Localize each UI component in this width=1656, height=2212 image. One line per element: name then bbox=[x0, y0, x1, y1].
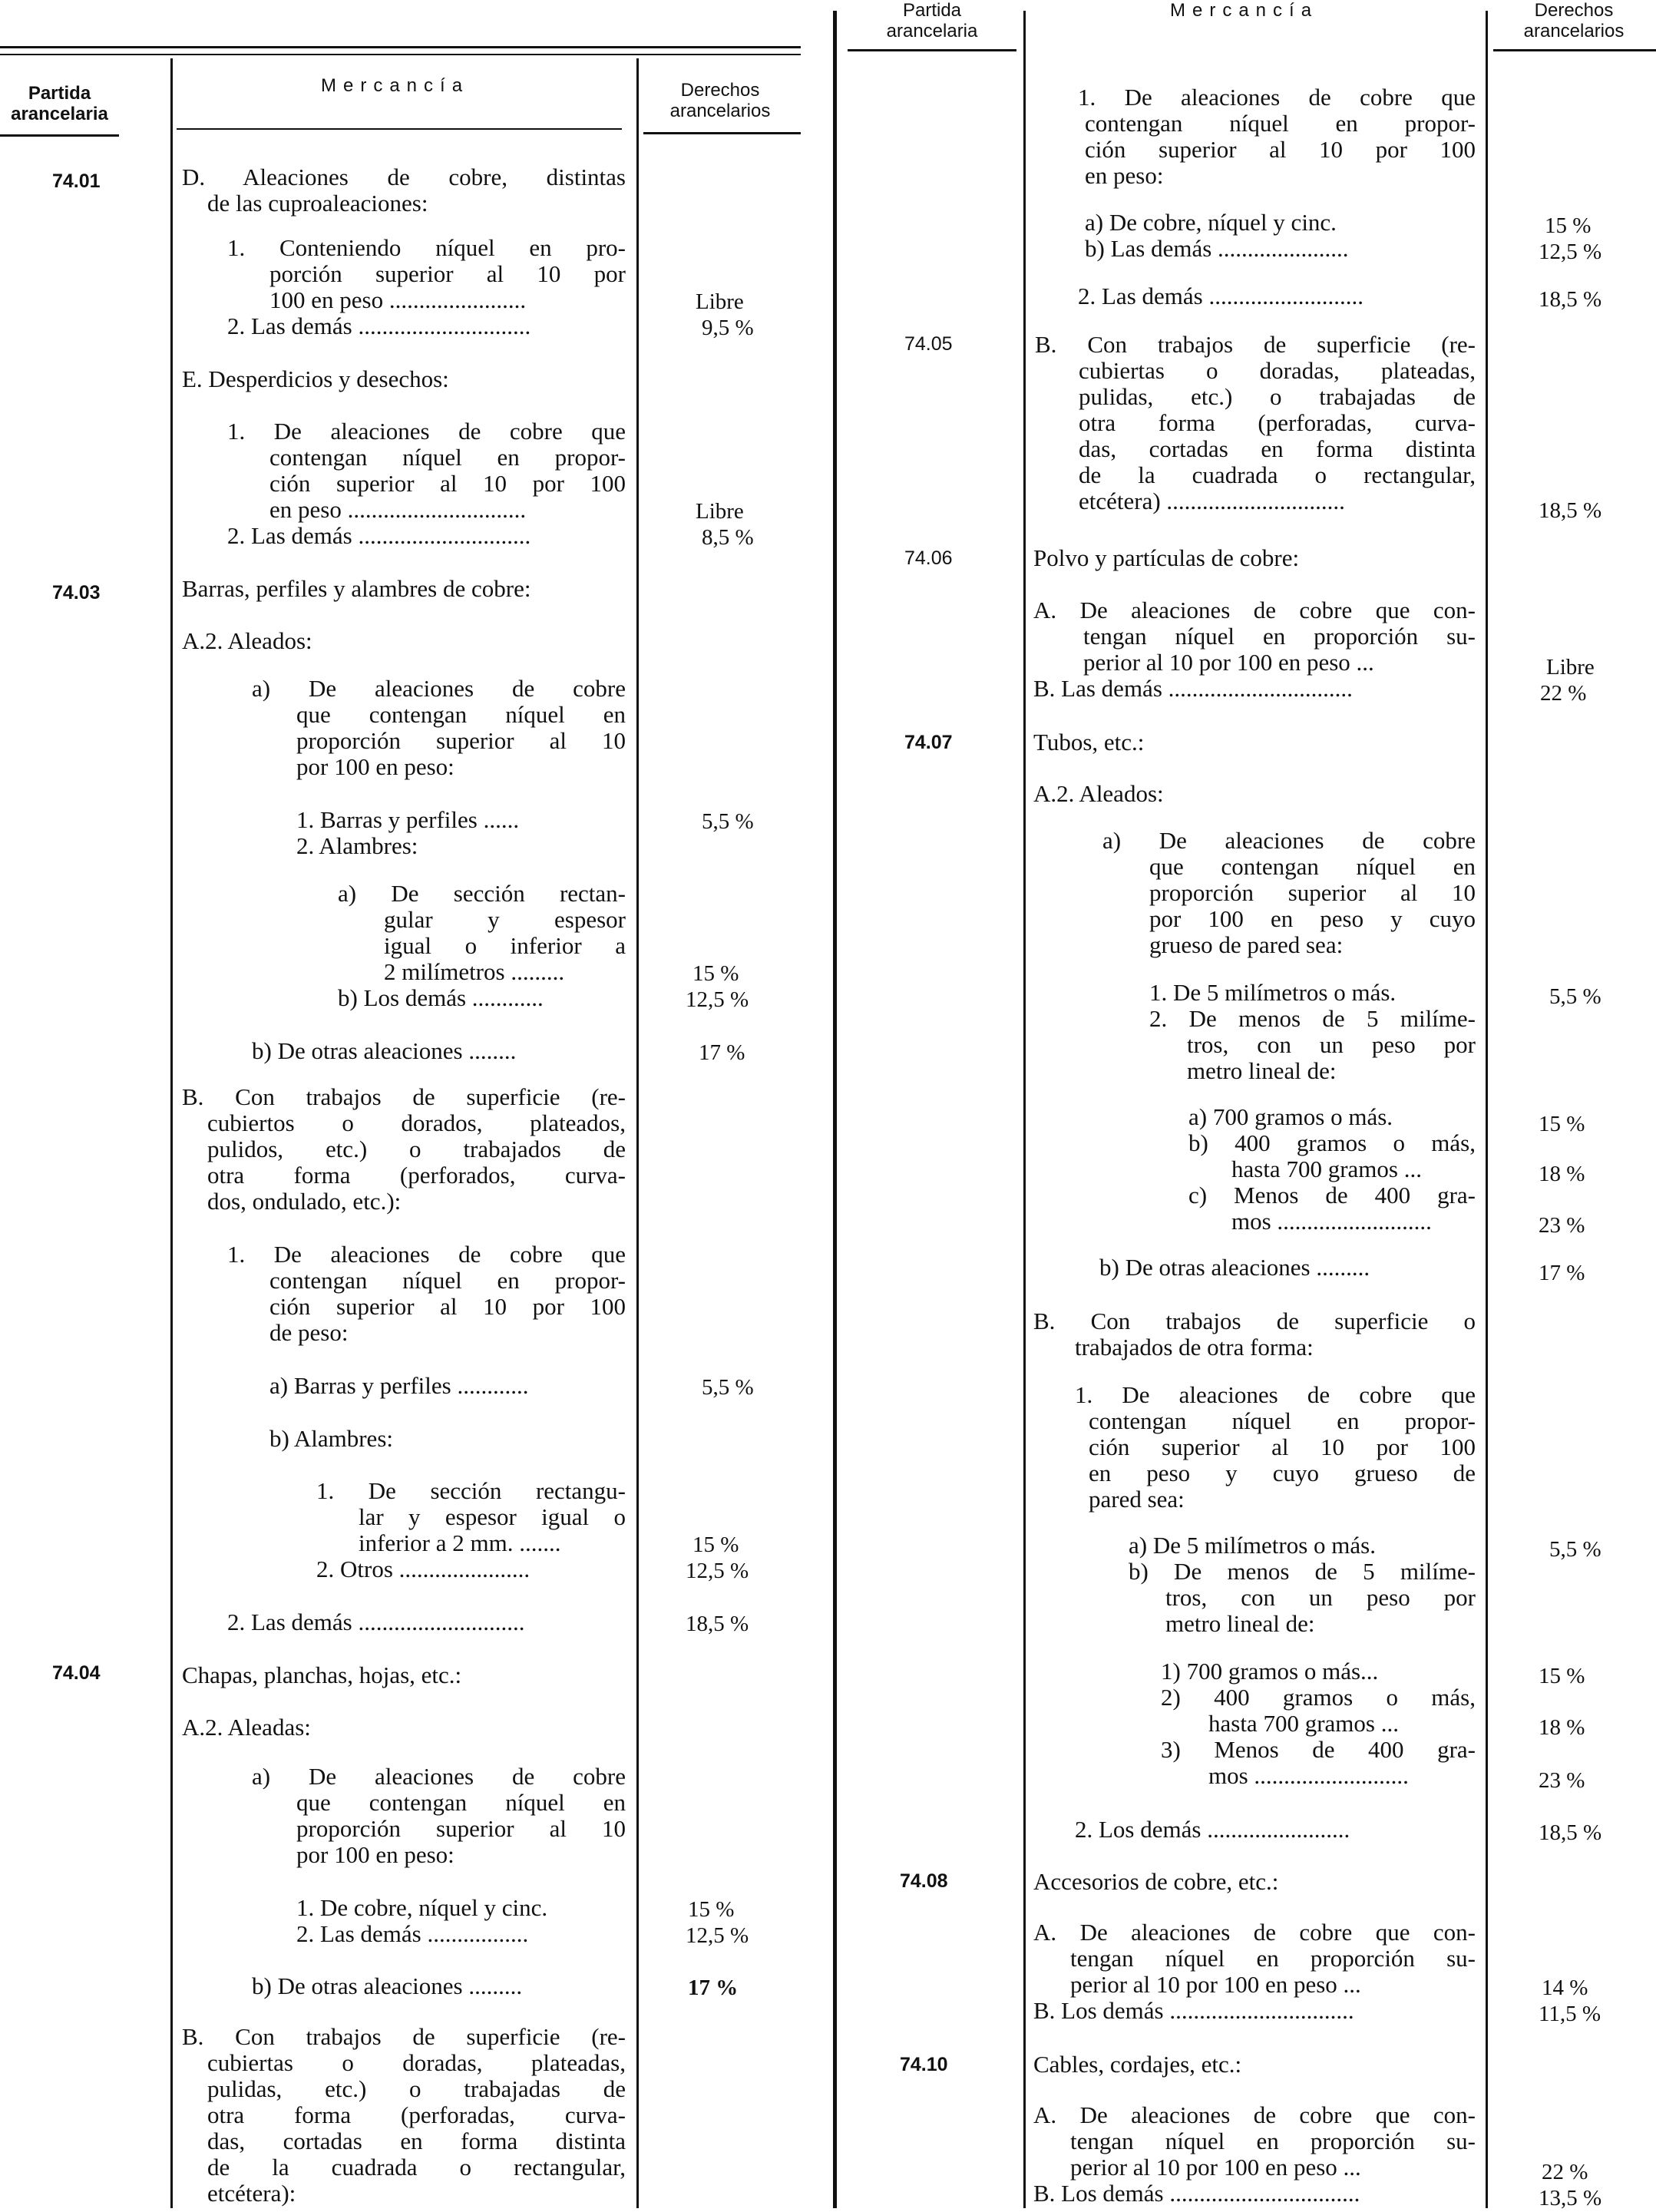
tariff-code: 74.07 bbox=[904, 732, 953, 753]
goods-line: 2. Las demás ............................. bbox=[227, 522, 531, 549]
duty-value: 11,5 % bbox=[1539, 2002, 1601, 2026]
tariff-code: 74.05 bbox=[904, 333, 953, 355]
duty-value: 22 % bbox=[1540, 681, 1587, 706]
goods-line: 1. De aleaciones de cobre que bbox=[1078, 84, 1476, 111]
goods-line: en peso y cuyo grueso de bbox=[1089, 1460, 1476, 1486]
header-rule-derechos bbox=[643, 132, 801, 134]
goods-line: contengan níquel en propor- bbox=[269, 444, 626, 471]
goods-line: Cables, cordajes, etc.: bbox=[1033, 2051, 1242, 2078]
goods-line: mos .......................... bbox=[1231, 1208, 1432, 1235]
goods-line: cubiertas o doradas, plateadas, bbox=[1079, 357, 1476, 384]
top-rule bbox=[0, 46, 801, 48]
goods-line: tengan níquel en proporción su- bbox=[1070, 2128, 1476, 2154]
goods-line: b) 400 gramos o más, bbox=[1188, 1129, 1476, 1156]
goods-line: das, cortadas en forma distinta bbox=[1079, 435, 1476, 462]
goods-line: 1. Conteniendo níquel en pro- bbox=[227, 234, 626, 261]
tariff-code: 74.04 bbox=[52, 1662, 101, 1684]
goods-line: ción superior al 10 por 100 bbox=[1085, 136, 1476, 163]
goods-line: contengan níquel en propor- bbox=[1089, 1407, 1476, 1434]
goods-line: a) De aleaciones de cobre bbox=[252, 1763, 626, 1790]
goods-line: 100 en peso ....................... bbox=[269, 286, 527, 313]
header-rule-derechos-right bbox=[1493, 49, 1656, 51]
goods-line: 1. De aleaciones de cobre que bbox=[1075, 1381, 1476, 1408]
tariff-code: 74.03 bbox=[52, 582, 101, 603]
goods-line: 1) 700 gramos o más... bbox=[1161, 1658, 1379, 1685]
goods-line: 1. De 5 milímetros o más. bbox=[1149, 979, 1397, 1006]
duty-value: 18,5 % bbox=[1539, 498, 1602, 523]
goods-line: por 100 en peso y cuyo bbox=[1149, 905, 1476, 932]
goods-line: A. De aleaciones de cobre que con- bbox=[1033, 597, 1476, 623]
goods-line: otra forma (perforadas, curva- bbox=[1079, 409, 1476, 436]
goods-line: cubiertas o doradas, plateadas, bbox=[207, 2049, 626, 2076]
goods-line: 3) Menos de 400 gra- bbox=[1161, 1736, 1476, 1763]
goods-line: dos, ondulado, etc.): bbox=[207, 1188, 402, 1215]
goods-line: ción superior al 10 por 100 bbox=[269, 470, 626, 497]
duty-value: 15 % bbox=[1539, 1664, 1585, 1688]
goods-line: proporción superior al 10 bbox=[1149, 879, 1476, 906]
goods-line: 2. De menos de 5 milíme- bbox=[1149, 1005, 1476, 1032]
goods-line: B. Las demás ............................... bbox=[1033, 675, 1353, 702]
goods-line: tros, con un peso por bbox=[1165, 1584, 1476, 1611]
duty-value: 18 % bbox=[1539, 1715, 1585, 1740]
goods-line: grueso de pared sea: bbox=[1149, 931, 1344, 958]
header-mercancia: Mercancía bbox=[321, 75, 470, 96]
duty-value: 15 % bbox=[692, 1533, 739, 1557]
goods-line: de peso: bbox=[269, 1319, 349, 1346]
goods-line: gular y espesor bbox=[384, 906, 626, 933]
duty-value: 15 % bbox=[1539, 1112, 1585, 1136]
goods-line: 2. Las demás ............................. bbox=[227, 312, 531, 339]
header-rule-mercancia bbox=[177, 128, 622, 130]
goods-line: hasta 700 gramos ... bbox=[1231, 1156, 1422, 1182]
header-rule-partida-right bbox=[848, 49, 1016, 51]
duty-value: 23 % bbox=[1539, 1213, 1585, 1238]
goods-line: lar y espesor igual o bbox=[359, 1503, 626, 1530]
goods-line: metro lineal de: bbox=[1165, 1610, 1315, 1637]
goods-line: 2. Otros ...................... bbox=[316, 1556, 531, 1582]
column-divider bbox=[1486, 11, 1488, 2208]
goods-line: tengan níquel en proporción su- bbox=[1070, 1945, 1476, 1972]
goods-line: Tubos, etc.: bbox=[1033, 729, 1145, 756]
goods-line: por 100 en peso: bbox=[296, 753, 454, 780]
duty-value: 17 % bbox=[1539, 1261, 1585, 1285]
tariff-code: 74.06 bbox=[904, 547, 953, 569]
goods-line: b) De otras aleaciones ........ bbox=[252, 1037, 517, 1064]
goods-line: otra forma (perforados, curva- bbox=[207, 1162, 626, 1189]
page-divider bbox=[833, 11, 837, 2208]
header-rule-partida bbox=[0, 134, 119, 137]
goods-line: 1. De cobre, níquel y cinc. bbox=[296, 1894, 548, 1921]
goods-line: cubiertos o dorados, plateados, bbox=[207, 1109, 626, 1136]
goods-line: B. Los demás ............................... bbox=[1033, 1997, 1354, 2024]
goods-line: 2 milímetros ......... bbox=[384, 958, 565, 985]
header-partida: Partida arancelaria bbox=[11, 83, 108, 124]
duty-value: 14 % bbox=[1542, 1976, 1588, 2000]
duty-value: 18 % bbox=[1539, 1162, 1585, 1186]
duty-value: 15 % bbox=[1545, 213, 1592, 238]
goods-line: porción superior al 10 por bbox=[269, 260, 626, 287]
goods-line: b) Las demás ...................... bbox=[1085, 235, 1349, 262]
goods-line: que contengan níquel en bbox=[1149, 853, 1476, 880]
goods-line: 1. De aleaciones de cobre que bbox=[227, 1241, 626, 1268]
column-divider bbox=[636, 58, 639, 2208]
goods-line: trabajados de otra forma: bbox=[1075, 1334, 1314, 1361]
duty-value: 5,5 % bbox=[702, 809, 754, 834]
goods-line: hasta 700 gramos ... bbox=[1208, 1710, 1399, 1737]
goods-line: contengan níquel en propor- bbox=[1085, 110, 1476, 137]
goods-line: ción superior al 10 por 100 bbox=[269, 1293, 626, 1320]
goods-line: b) De menos de 5 milíme- bbox=[1129, 1558, 1476, 1585]
goods-line: tros, con un peso por bbox=[1187, 1031, 1476, 1058]
goods-line: otra forma (perforadas, curva- bbox=[207, 2101, 626, 2128]
duty-value: 18,5 % bbox=[686, 1612, 749, 1636]
duty-value: 5,5 % bbox=[1549, 984, 1601, 1009]
duty-value: 8,5 % bbox=[702, 525, 754, 550]
header-partida-right: Partida arancelaria bbox=[886, 0, 978, 41]
duty-value: 18,5 % bbox=[1539, 287, 1602, 312]
goods-line: de las cuproaleaciones: bbox=[207, 190, 428, 217]
duty-value: 17 % bbox=[688, 1976, 739, 2000]
goods-line: 2. Las demás .......................... bbox=[1078, 283, 1363, 309]
goods-line: B. Con trabajos de superficie o bbox=[1033, 1308, 1476, 1334]
goods-line: contengan níquel en propor- bbox=[269, 1267, 626, 1294]
duty-value: Libre bbox=[696, 499, 744, 524]
goods-line: por 100 en peso: bbox=[296, 1841, 454, 1868]
goods-line: de la cuadrada o rectangular, bbox=[1079, 461, 1476, 488]
goods-line: proporción superior al 10 bbox=[296, 727, 626, 754]
goods-line: D. Aleaciones de cobre, distintas bbox=[182, 164, 626, 190]
duty-value: 12,5 % bbox=[686, 1559, 749, 1583]
goods-line: pulidas, etc.) o trabajadas de bbox=[1079, 383, 1476, 410]
goods-line: pulidas, etc.) o trabajadas de bbox=[207, 2075, 626, 2102]
goods-line: igual o inferior a bbox=[384, 932, 626, 959]
goods-line: a) Barras y perfiles ............ bbox=[269, 1372, 529, 1399]
goods-line: en peso: bbox=[1085, 162, 1164, 189]
goods-line: das, cortadas en forma distinta bbox=[207, 2128, 626, 2154]
goods-line: etcétera): bbox=[207, 2180, 296, 2207]
goods-line: 2. Las demás ............................ bbox=[227, 1609, 525, 1635]
goods-line: mos .......................... bbox=[1208, 1762, 1409, 1789]
duty-value: 23 % bbox=[1539, 1768, 1585, 1793]
goods-line: 1. De sección rectangu- bbox=[316, 1477, 626, 1504]
goods-line: 2) 400 gramos o más, bbox=[1161, 1684, 1476, 1711]
goods-line: b) Alambres: bbox=[269, 1425, 393, 1452]
goods-line: A.2. Aleadas: bbox=[182, 1714, 311, 1741]
duty-value: Libre bbox=[696, 289, 744, 314]
duty-value: 5,5 % bbox=[702, 1375, 754, 1400]
goods-line: 2. Los demás ........................ bbox=[1075, 1816, 1350, 1843]
goods-line: Polvo y partículas de cobre: bbox=[1033, 544, 1300, 571]
duty-value: 17 % bbox=[699, 1040, 745, 1065]
goods-line: a) De aleaciones de cobre bbox=[252, 675, 626, 702]
goods-line: a) 700 gramos o más. bbox=[1188, 1103, 1393, 1130]
goods-line: a) De 5 milímetros o más. bbox=[1129, 1532, 1376, 1559]
goods-line: b) Los demás ............ bbox=[338, 984, 544, 1011]
goods-line: b) De otras aleaciones ......... bbox=[252, 1972, 523, 1999]
goods-line: a) De aleaciones de cobre bbox=[1102, 827, 1476, 854]
top-rule-2 bbox=[0, 54, 801, 55]
goods-line: B. Los demás ................................ bbox=[1033, 2180, 1360, 2207]
goods-line: inferior a 2 mm. ....... bbox=[359, 1529, 561, 1556]
header-derechos: Derechos arancelarios bbox=[669, 80, 771, 121]
column-divider bbox=[1023, 11, 1026, 2208]
duty-value: 12,5 % bbox=[686, 987, 749, 1012]
goods-line: perior al 10 por 100 en peso ... bbox=[1083, 649, 1374, 676]
goods-line: en peso .............................. bbox=[269, 496, 527, 523]
header-derechos-right: Derechos arancelarios bbox=[1523, 0, 1625, 41]
goods-line: A. De aleaciones de cobre que con- bbox=[1033, 2101, 1476, 2128]
goods-line: A. De aleaciones de cobre que con- bbox=[1033, 1919, 1476, 1946]
goods-line: Chapas, planchas, hojas, etc.: bbox=[182, 1661, 462, 1688]
goods-line: que contengan níquel en bbox=[296, 701, 626, 728]
goods-line: Barras, perfiles y alambres de cobre: bbox=[182, 575, 531, 602]
duty-value: 18,5 % bbox=[1539, 1820, 1602, 1845]
goods-line: metro lineal de: bbox=[1187, 1057, 1337, 1084]
goods-line: B. Con trabajos de superficie (re- bbox=[1035, 331, 1476, 358]
goods-line: tengan níquel en proporción su- bbox=[1083, 623, 1476, 650]
goods-line: a) De sección rectan- bbox=[338, 880, 626, 907]
goods-line: pared sea: bbox=[1089, 1486, 1185, 1513]
duty-value: Libre bbox=[1546, 655, 1595, 679]
goods-line: 1. De aleaciones de cobre que bbox=[227, 418, 626, 445]
goods-line: 2. Alambres: bbox=[296, 832, 418, 859]
duty-value: 13,5 % bbox=[1539, 2186, 1602, 2210]
goods-line: perior al 10 por 100 en peso ... bbox=[1070, 2154, 1361, 2181]
goods-line: a) De cobre, níquel y cinc. bbox=[1085, 209, 1337, 236]
goods-line: A.2. Aleados: bbox=[1033, 780, 1164, 807]
duty-value: 9,5 % bbox=[702, 316, 754, 340]
column-divider bbox=[170, 58, 173, 2208]
duty-value: 5,5 % bbox=[1549, 1537, 1601, 1562]
goods-line: pulidos, etc.) o trabajados de bbox=[207, 1136, 626, 1162]
goods-line: ción superior al 10 por 100 bbox=[1089, 1433, 1476, 1460]
duty-value: 22 % bbox=[1542, 2160, 1588, 2184]
goods-line: B. Con trabajos de superficie (re- bbox=[182, 1083, 626, 1110]
goods-line: E. Desperdicios y desechos: bbox=[182, 365, 449, 392]
duty-value: 15 % bbox=[688, 1897, 735, 1922]
goods-line: proporción superior al 10 bbox=[296, 1815, 626, 1842]
duty-value: 12,5 % bbox=[686, 1923, 749, 1948]
goods-line: de la cuadrada o rectangular, bbox=[207, 2154, 626, 2181]
goods-line: B. Con trabajos de superficie (re- bbox=[182, 2023, 626, 2050]
goods-line: perior al 10 por 100 en peso ... bbox=[1070, 1971, 1361, 1998]
goods-line: que contengan níquel en bbox=[296, 1789, 626, 1816]
duty-value: 12,5 % bbox=[1539, 240, 1602, 264]
duty-value: 15 % bbox=[692, 961, 739, 986]
goods-line: b) De otras aleaciones ......... bbox=[1099, 1254, 1370, 1281]
goods-line: c) Menos de 400 gra- bbox=[1188, 1182, 1476, 1208]
header-mercancia-right: Mercancía bbox=[1170, 0, 1319, 21]
tariff-code: 74.10 bbox=[900, 2054, 948, 2075]
goods-line: Accesorios de cobre, etc.: bbox=[1033, 1868, 1279, 1895]
tariff-code: 74.08 bbox=[900, 1870, 948, 1892]
goods-line: 2. Las demás ................. bbox=[296, 1920, 529, 1947]
goods-line: etcétera) .............................. bbox=[1079, 488, 1345, 514]
goods-line: A.2. Aleados: bbox=[182, 627, 312, 654]
goods-line: 1. Barras y perfiles ...... bbox=[296, 806, 520, 833]
tariff-code: 74.01 bbox=[52, 170, 101, 192]
